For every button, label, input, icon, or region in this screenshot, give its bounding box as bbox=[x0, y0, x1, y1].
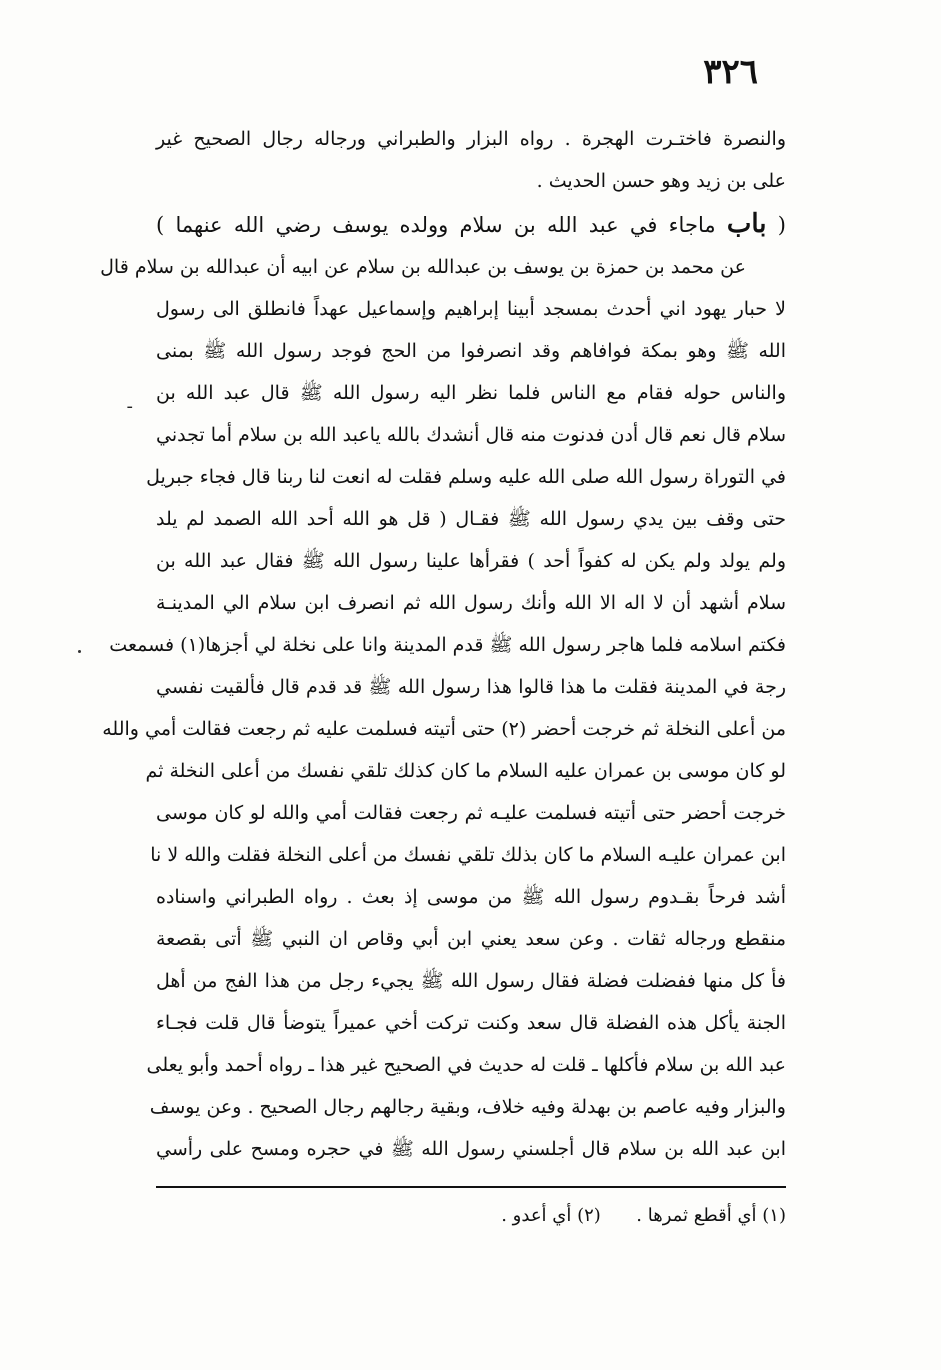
text-line: سلام أشهد أن لا اله الا الله وأنك رسول الله ثم انصرف ابن سلام الي المدينـة bbox=[156, 592, 786, 614]
text-line: ولم يولد ولم يكن له كفواً أحد ) فقرأها علينا رسول الله ﷺ فقال عبد الله بن bbox=[156, 550, 786, 572]
margin-dot bbox=[78, 650, 81, 653]
footnote-1: (١) أي أقطع ثمرها . bbox=[636, 1205, 786, 1226]
text-line: عن محمد بن حمزة بن يوسف بن عبدالله بن سلام عن ابيه أن عبدالله بن سلام قال bbox=[100, 256, 746, 278]
margin-mark: - bbox=[126, 396, 133, 417]
text-line: في التوراة رسول الله صلى الله عليه وسلم فقلت له انعت لنا ربنا قال فجاء جبريل bbox=[146, 466, 786, 488]
heading-open-paren: ( bbox=[777, 213, 786, 237]
text-line: من أعلى النخلة ثم خرجت أحضر (٢) حتى أتيته فسلمت عليه ثم رجعت فقالت أمي والله bbox=[102, 718, 786, 740]
heading-close-paren: ) bbox=[156, 213, 165, 237]
footnotes bbox=[156, 1196, 786, 1236]
text-line: سلام قال نعم قال أدن فدنوت منه قال أنشدك بالله ياعبد الله بن سلام أما تجدني bbox=[156, 424, 786, 446]
footnote-divider bbox=[156, 1186, 786, 1188]
text-line: فأ كل منها ففضلت فضلة فقال رسول الله ﷺ يجيء رجل من هذا الفج من أهل bbox=[156, 970, 786, 992]
text-line: والناس حوله فقام مع الناس فلما نظر اليه رسول الله ﷺ قال عبد الله بن bbox=[156, 382, 786, 404]
text-line: والبزار وفيه عاصم بن بهدلة وفيه خلاف، وبقية رجالهم رجال الصحيح . وعن يوسف bbox=[149, 1096, 786, 1118]
text-line: عبد الله بن سلام فأكلها ـ قلت له حديث في الصحيح غير هذا ـ رواه أحمد وأبو يعلى bbox=[146, 1054, 786, 1076]
text-line: على بن زيد وهو حسن الحديث . bbox=[536, 170, 786, 192]
heading-text: ماجاء في عبد الله بن سلام وولده يوسف رضي الله عنهما bbox=[175, 213, 716, 237]
footnote-2: (٢) أي أعدو . bbox=[501, 1205, 601, 1226]
text-line: ابن عمران عليـه السلام ما كان بذلك تلقي نفسك من أعلى النخلة فقلت والله لا نا bbox=[150, 844, 786, 866]
text-line: لا حبار يهود اني أحدث بمسجد أبينا إبراهيم وإسماعيل عهداً فانطلق الى رسول bbox=[156, 298, 786, 320]
page-number: ٣٢٦ bbox=[703, 52, 758, 92]
text-line: أشد فرحاً بقـدوم رسول الله ﷺ من موسى إذ بعث . رواه الطبراني واسناده bbox=[156, 886, 786, 908]
text-line: فكتم اسلامه فلما هاجر رسول الله ﷺ قدم المدينة وانا على نخلة لي أجزها(١) فسمعت bbox=[109, 634, 786, 656]
text-line: ابن عبد الله بن سلام قال أجلسني رسول الله ﷺ في حجره ومسح على رأسي bbox=[156, 1138, 786, 1160]
text-line: لو كان موسى بن عمران عليه السلام ما كان كذلك تلقي نفسك من أعلى النخلة ثم bbox=[145, 760, 786, 782]
main-text bbox=[100, 118, 786, 1170]
text-line: الله ﷺ وهو بمكة فوافاهم وقد انصرفوا من الحج فوجد رسول الله ﷺ بمنى bbox=[156, 340, 786, 362]
text-line: حتى وقف بين يدي رسول الله ﷺ فقـال ( قل هو الله أحد الله الصمد لم يلد bbox=[156, 508, 786, 530]
text-line: والنصرة فاختـرت الهجرة . رواه البزار والطبراني ورجاله رجال الصحيح غير bbox=[156, 128, 786, 150]
chapter-heading bbox=[156, 202, 786, 246]
text-line: رجة في المدينة فقلت ما هذا قالوا هذا رسول الله ﷺ قد قدم قال فألقيت نفسي bbox=[156, 676, 786, 698]
text-line: الجنة يأكل هذه الفضلة قال سعد وكنت تركت أخي عميراً يتوضأ قال قلت فجـاء bbox=[156, 1012, 786, 1034]
text-line: خرجت أحضر حتى أتيته فسلمت عليـه ثم رجعت فقالت أمي والله لو كان موسى bbox=[156, 802, 786, 824]
text-line: منقطع ورجاله ثقات . وعن سعد يعني ابن أبي وقاص ان النبي ﷺ أتى بقصعة bbox=[156, 928, 786, 950]
heading-bab: باب bbox=[726, 209, 767, 239]
